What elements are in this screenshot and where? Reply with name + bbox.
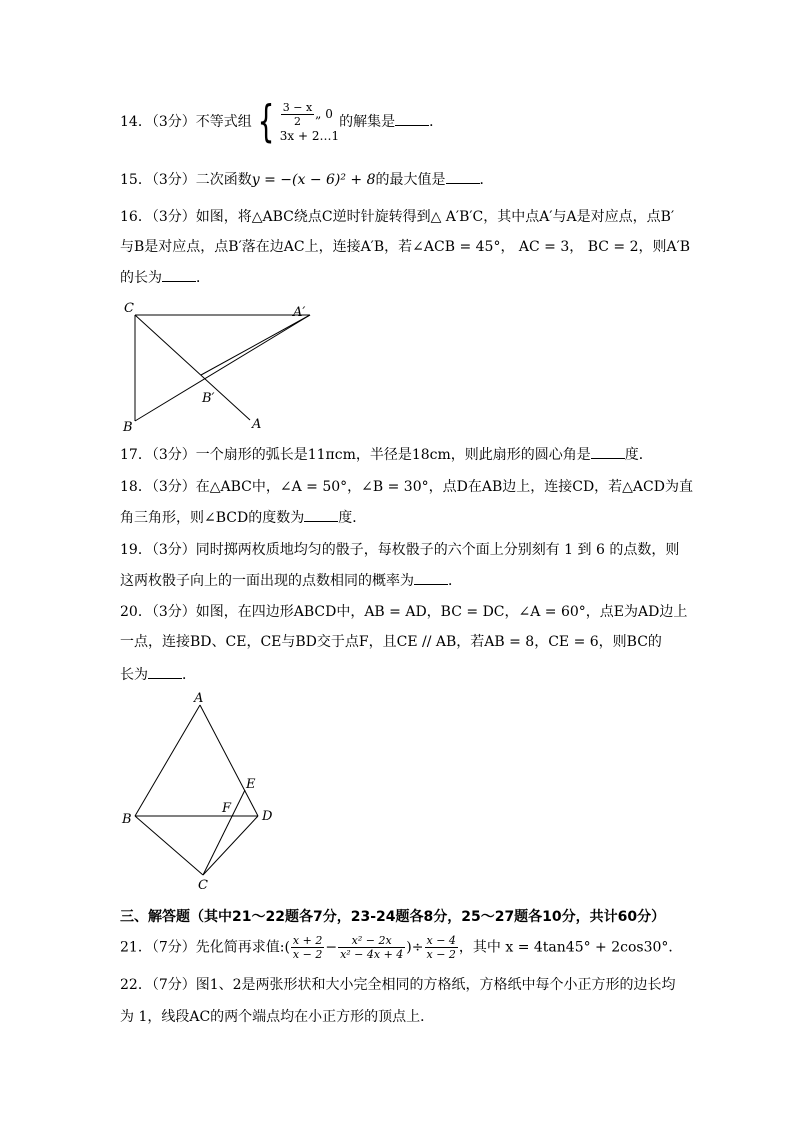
figure-quadrilateral	[115, 692, 285, 892]
q14-top-rel: „ 0	[315, 106, 333, 121]
q16-line3-text: 的长为	[120, 270, 162, 286]
q17-end: 度．	[624, 447, 653, 463]
brace-icon: {	[257, 96, 275, 147]
figure-rotation	[115, 298, 325, 438]
q15-prefix: 15．（3分）二次函数	[120, 172, 252, 188]
question-15	[120, 171, 494, 189]
q20-line1: 20．（3分）如图，在四边形ABCD中，AB = AD，BC = DC，∠A = 60°，点E为AD边上	[120, 604, 688, 620]
q18-line2-text: 角三角形，则∠BCD的度数为	[120, 510, 305, 526]
segment-BC	[135, 816, 203, 875]
answer-blank	[395, 113, 429, 126]
q17-text: 17．（3分）一个扇形的弧长是11πcm，半径是18cm，则此扇形的圆心角是	[120, 447, 591, 463]
q21-f3-den: x − 2	[426, 948, 456, 961]
label-A: A	[252, 417, 262, 432]
q14-bottom: 3x + 2…1	[279, 128, 340, 143]
q14-end: ．	[429, 114, 444, 130]
label-F: F	[222, 801, 232, 816]
segment-BA-prime	[135, 315, 310, 421]
q15-expr: y = −(x − 6)² + 8	[251, 172, 376, 188]
q16-line1: 16．（3分）如图，将△ABC绕点C逆时针旋转得到△ A′B′C，其中点A′与A是对应点，点B′	[120, 209, 675, 225]
q21-prefix: 21．（7分）先化简再求值:(	[120, 939, 290, 956]
label-C: C	[198, 878, 208, 892]
q14-frac-den: 2	[293, 114, 301, 128]
q18-line1: 18．（3分）在△ABC中，∠A = 50°，∠B = 30°，点D在AB边上，连接CD，若△ACD为直	[120, 479, 693, 495]
q21-div: )÷	[406, 939, 424, 956]
answer-blank	[414, 572, 448, 585]
q20-line3	[120, 666, 196, 684]
label-E: E	[246, 777, 256, 792]
q16-line3-end: ．	[196, 270, 210, 286]
question-14	[120, 96, 444, 147]
segment-B-prime-A-prime	[201, 315, 310, 375]
q20-line2: 一点，连接BD、CE，CE与BD交于点F，且CE // AB，若AB = 8，CE = 6，则BC的	[120, 634, 662, 650]
inequality-system	[280, 101, 339, 144]
label-B-prime: B′	[202, 391, 215, 406]
label-A-prime: A′	[293, 305, 306, 320]
segment-CA	[135, 315, 250, 420]
q19-line2	[120, 572, 462, 590]
q16-line2: 与B是对应点，点B′落在边AC上，连接A′B，若∠ACB = 45°， AC = 3， BC = 2，则A′B	[120, 239, 691, 255]
q18-line2-end: 度．	[338, 510, 367, 526]
q14-prefix: 14．（3分）不等式组	[120, 114, 252, 130]
label-A: A	[194, 692, 204, 706]
q21-f2-den: x² − 4x + 4	[340, 948, 404, 961]
answer-blank	[162, 269, 196, 282]
q21-f2-num: x² − 2x	[338, 934, 405, 948]
q22-line2: 为 1，线段AC的两个端点均在小正方形的顶点上．	[120, 1009, 435, 1025]
label-B: B	[122, 812, 132, 827]
question-21	[120, 934, 682, 961]
q19-line1: 19．（3分）同时掷两枚质地均匀的骰子，每枚骰子的六个面上分别刻有 1 到 6 的点数，则	[120, 542, 680, 558]
question-17	[120, 446, 653, 464]
q22-line1: 22．（7分）图1、2是两张形状和大小完全相同的方格纸，方格纸中每个小正方形的边长均	[120, 977, 676, 993]
segment-AB	[135, 705, 200, 816]
q21-minus: −	[325, 939, 338, 956]
q21-f3-num: x − 4	[426, 934, 456, 947]
answer-blank	[446, 171, 480, 184]
q19-line2-text: 这两枚骰子向上的一面出现的点数相同的概率为	[120, 573, 414, 589]
q21-f1-den: x − 2	[292, 948, 323, 961]
q19-line2-end: ．	[448, 573, 462, 589]
answer-blank	[591, 446, 625, 459]
section-heading: 三、解答题（其中21～22题各7分，23-24题各8分，25～27题各10分，共计60分）	[120, 909, 666, 925]
q20-line3-end: ．	[182, 667, 196, 683]
q14-suffix: 的解集是	[339, 114, 396, 130]
segment-AD	[200, 705, 258, 816]
q16-line3	[120, 269, 210, 287]
label-B: B	[123, 420, 133, 435]
answer-blank	[148, 666, 182, 679]
q15-end: ．	[479, 172, 494, 188]
q14-frac-num: 3 − x	[282, 100, 313, 114]
label-C: C	[124, 301, 134, 316]
answer-blank	[304, 509, 338, 522]
q18-line2	[120, 509, 366, 527]
q21-suffix: ，其中 x = 4tan45° + 2cos30°．	[458, 939, 683, 956]
q21-f1-num: x + 2	[292, 934, 323, 947]
label-D: D	[262, 809, 273, 824]
q15-suffix: 的最大值是	[375, 172, 446, 188]
segment-DC	[203, 816, 258, 875]
q20-line3-text: 长为	[120, 667, 148, 683]
